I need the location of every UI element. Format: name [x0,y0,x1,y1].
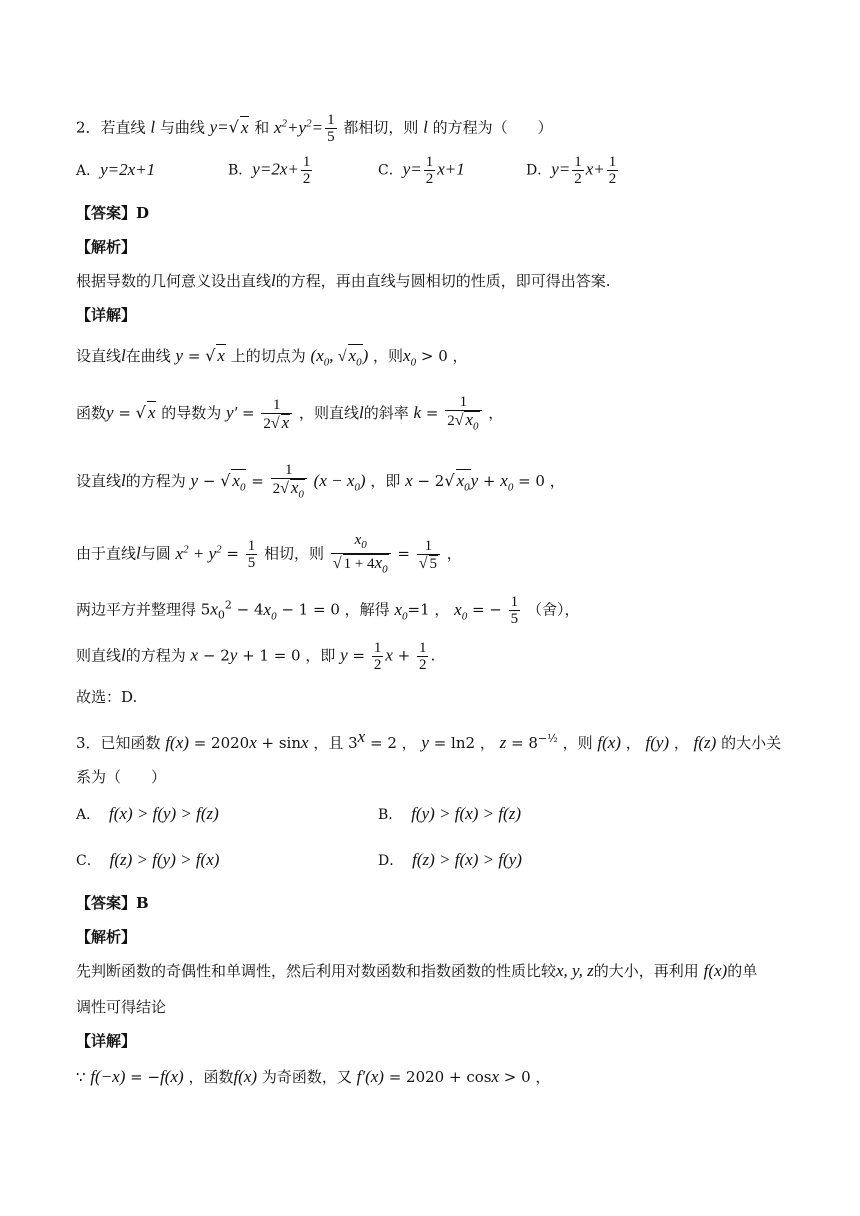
q2-analysis-label: 【解析】 [76,238,137,256]
q3-analysis-line2: 调性可得结论 [76,998,167,1016]
q2-detail-label: 【详解】 [76,306,137,324]
q3-option-a: A． f(x) > f(y) > f(z) [76,804,219,823]
q2-option-a: A．y=2x+1 [76,160,156,179]
text: 和 [254,118,270,137]
q3-option-d: D． f(z) > f(x) > f(y) [378,850,522,869]
q2-stem: 2．若直线 l 与曲线 y=√ x 和 $x^2+y^2=$ $\frac{1}{5}$ 都相切，则 l 的方程为（ ） [76,112,553,146]
text: 的方程为（ ） [432,118,553,137]
var-l: l [150,117,156,137]
q3-detail-line1: ∵ f(−x) = −f(x) ，函数f(x) 为奇函数，又 f′(x) = 2020 + cosx > 0 ， [76,1067,551,1086]
text: 与曲线 [159,118,205,137]
text: 2．若直线 [76,118,146,137]
q2-detail-line6: 则直线l的方程为 x − 2y + 1 = 0 ，即 y = $\frac{1}{2}$ x + $\frac{1}{2}$ . [76,640,436,673]
q3-option-b: B． f(y) > f(x) > f(z) [378,804,521,823]
q2-detail-line2: 函数y = √ x 的导数为 y′ = $\frac{1}{2√ x}$ ，则直线l的斜率 k = $\frac{1}{2√ x_0}$ ， [76,394,504,433]
q2-option-c: C．y= $\frac{1}{2}$ x+1 [378,154,465,187]
q3-detail-label: 【详解】 [76,1032,137,1050]
q3-analysis-line1: 先判断函数的奇偶性和单调性，然后利用对数函数和指数函数的性质比较x, y, z的大小，再利用 f(x)的单 [76,961,758,980]
q2-detail-line3: 设直线l的方程为 y − √ $x_0$ = $\frac{1}{2√ x_0}$ $(x - x_0)$ ，即 x − 2√ $x_0y + x_0 = 0$ ， [76,462,565,501]
q3-stem-line1: 3．已知函数 f(x) = 2020x + sinx ，且 $3^x = 2$ ， y = ln2 ， $z = 8^{-\frac{1}{2}}$ ，则 f(x) ， f(y) ， f(z) 的大小关 [76,727,782,752]
q2-detail-line4: 由于直线l与圆 $x^2 + y^2$ = $\frac{1}{5}$ 相切，则 $\frac{x_0}{√ 1 + 4x_0}$ = $\frac{1}{√ 5}$ ， [76,532,462,576]
q2-answer: 【答案】D [76,204,150,222]
q2-detail-line5: 两边平方并整理得 $5x_0^2 - 4x_0 - 1 = 0$ ，解得 $x_0=1$ ， $x_0$ = − $\frac{1}{5}$ （舍）， [76,594,580,627]
q2-option-b: B．y=2x+ $\frac{1}{2}$ [228,154,311,187]
q3-stem-line2: 系为（ ） [76,768,167,786]
q2-analysis: 根据导数的几何意义设出直线l的方程，再由直线与圆相切的性质，即可得出答案. [76,271,611,290]
q2-conclusion: 故选：D. [76,688,138,706]
q2-option-d: D．y= $\frac{1}{2}$ x+ $\frac{1}{2}$ [526,154,617,187]
q3-option-c: C． f(z) > f(y) > f(x) [76,850,220,869]
q2-detail-line1: 设直线l在曲线 y = √ x 上的切点为 ($x_0$, √ $x_0$) ，则$x_0 > 0$ ， [76,344,790,373]
text: 都相切，则 [343,118,419,137]
q3-answer: 【答案】B [76,894,149,912]
q3-analysis-label: 【解析】 [76,928,137,946]
